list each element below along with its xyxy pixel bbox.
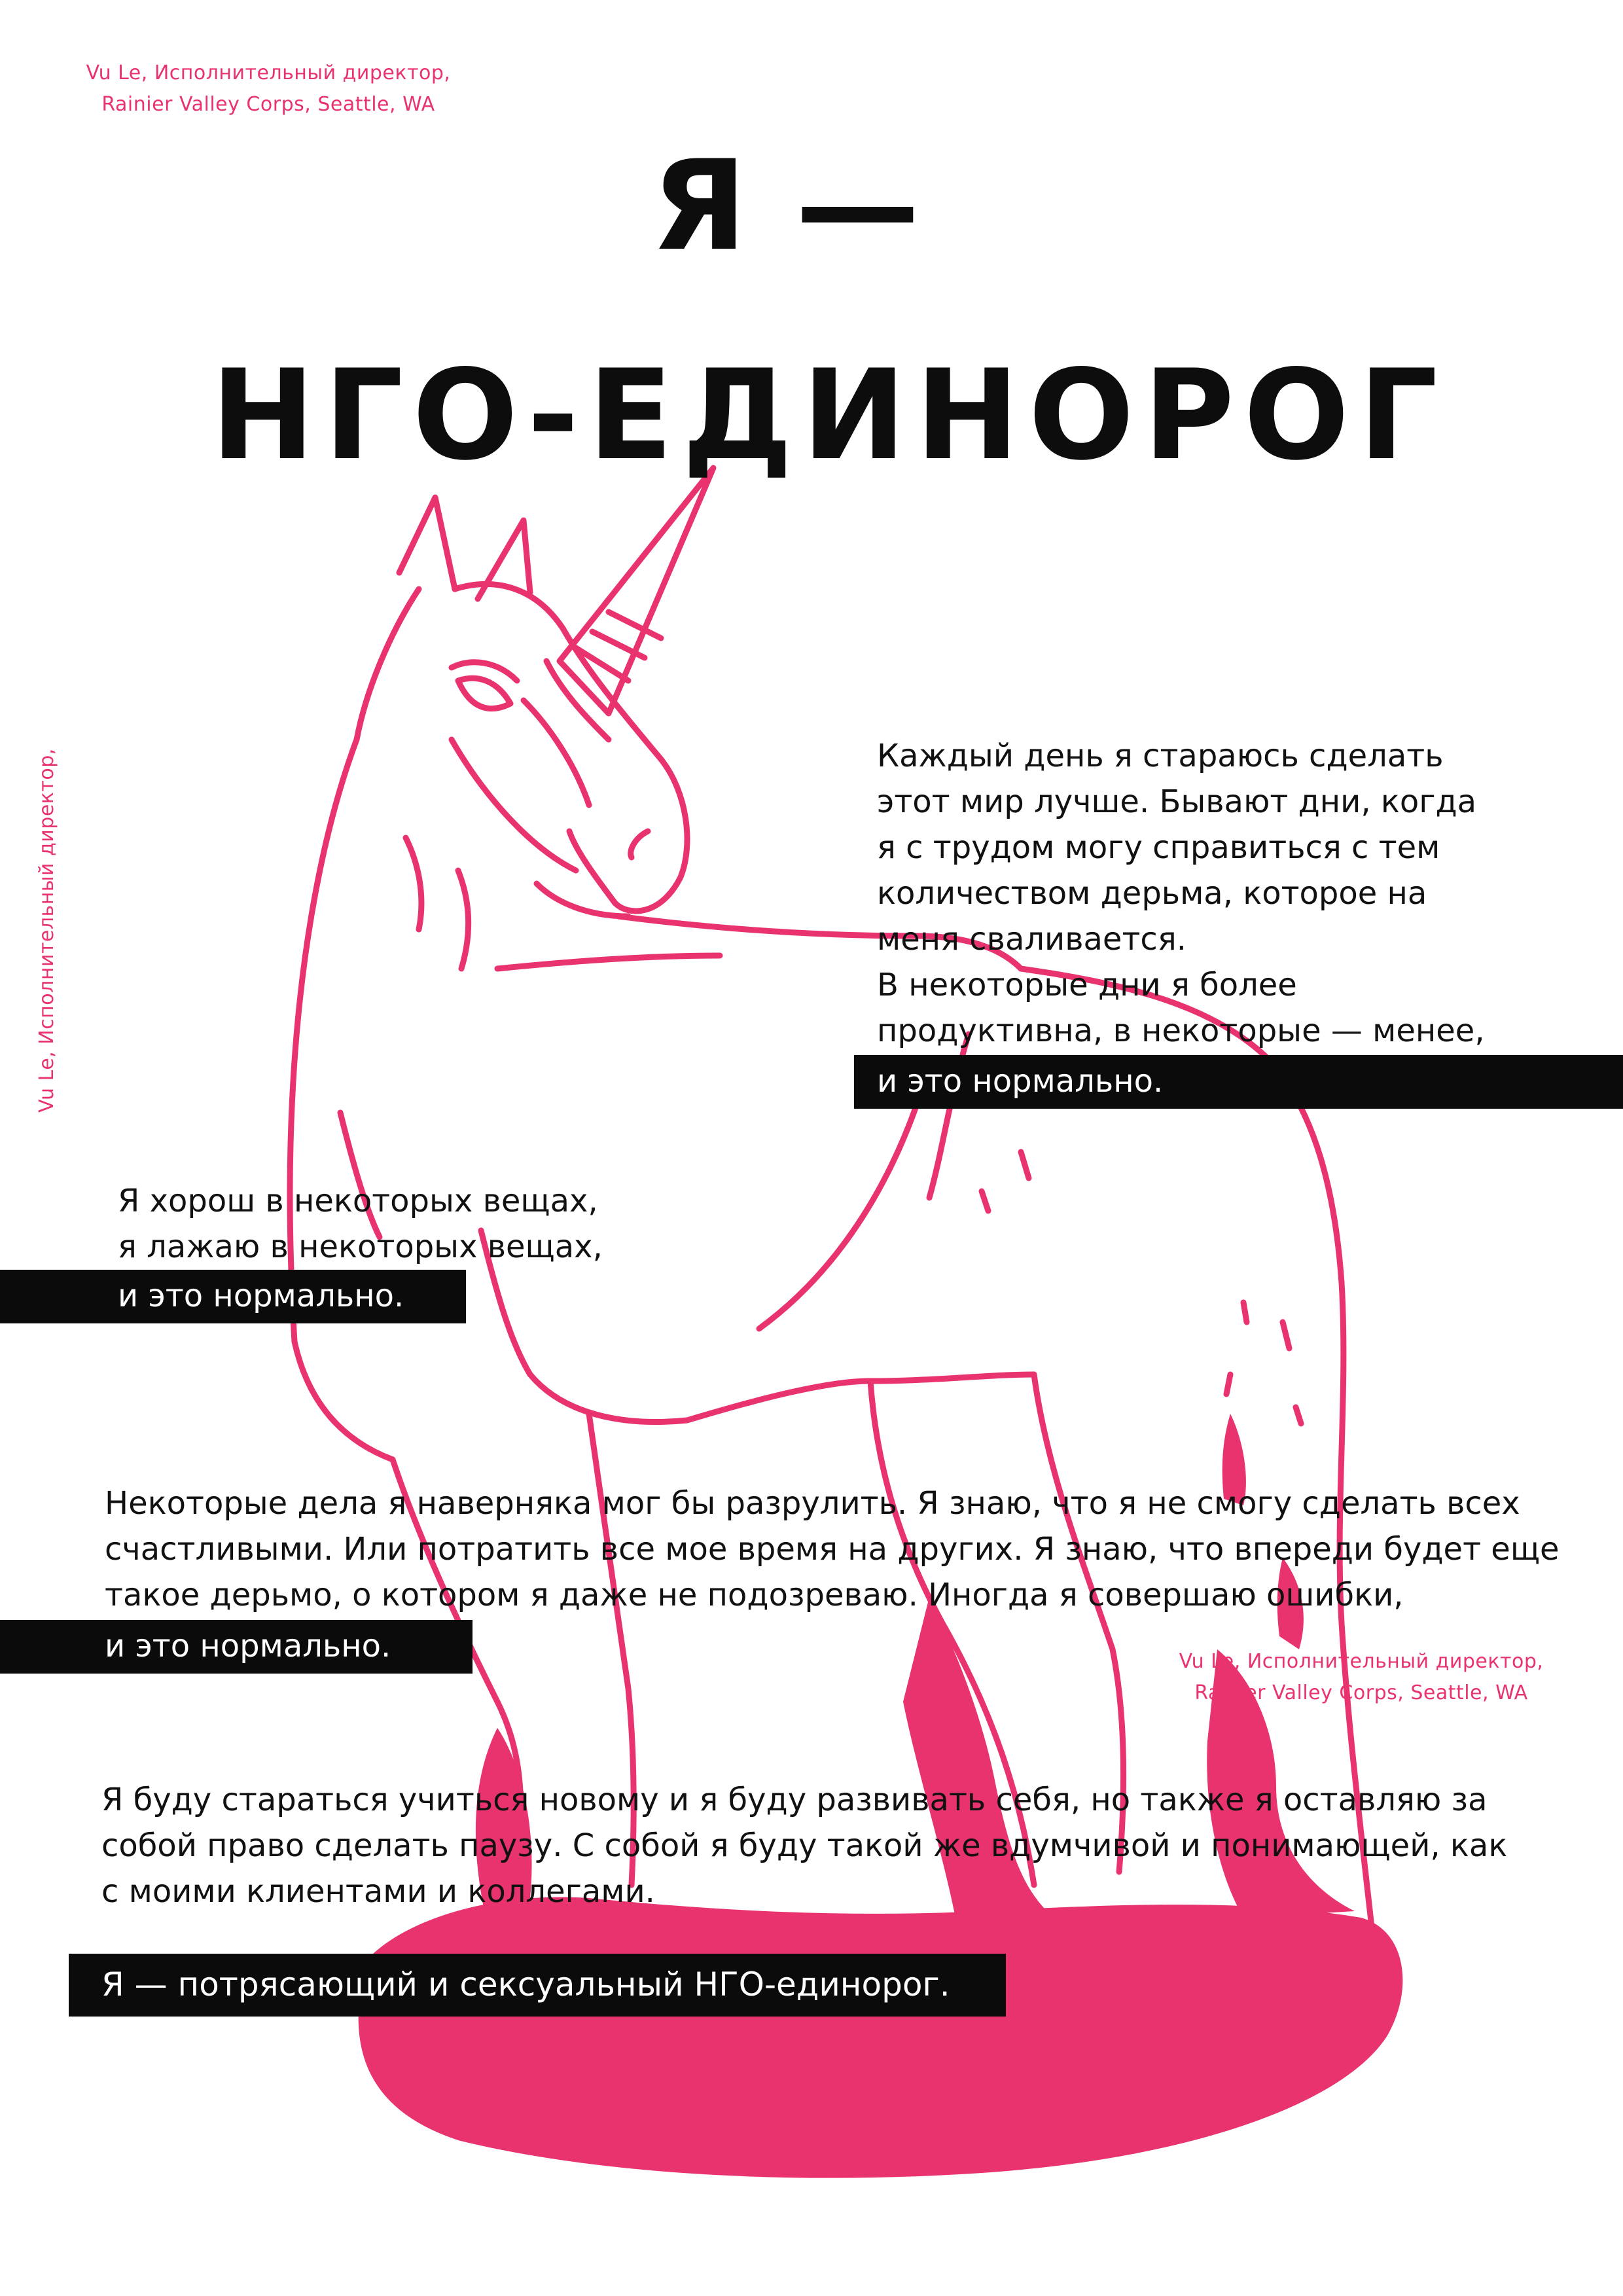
paragraph-1-line: меня сваливается. [877,921,1186,958]
credit-top [85,58,452,120]
unicorn-ear-left [399,497,455,589]
paragraph-1-line: Каждый день я стараюсь сделать [877,738,1444,774]
paragraph-3-line: счастливыми. Или потратить все мое время на других. Я знаю, что впереди будет еще [105,1531,1560,1568]
unicorn-base-pool [359,1897,1403,2178]
paragraph-1-line: я с трудом могу справиться с тем [877,829,1440,866]
highlight-text-1: и это нормально. [877,1063,1164,1100]
paragraph-3 [105,1480,1560,1618]
paragraph-2-line: я лажаю в некоторых вещах, [118,1229,603,1265]
title-line-1: Я — [651,134,923,278]
credit-bottom-line-1: Vu Le, Исполнительный директор, [1179,1650,1544,1673]
highlight-text-2: и это нормально. [118,1278,404,1314]
credit-vertical: Vu Le, Исполнительный директор, [35,748,58,1113]
paragraph-1-line: этот мир лучше. Бывают дни, когда [877,783,1477,820]
unicorn-belly [687,1374,1034,1420]
credit-top-line-2: Rainier Valley Corps, Seattle, WA [101,93,435,116]
highlight-text-4: Я — потрясающий и сексуальный НГО-единорог. [101,1965,950,2003]
paragraph-3-line: такое дерьмо, о котором я даже не подозреваю. Иногда я совершаю ошибки, [105,1577,1404,1613]
paragraph-4 [101,1777,1507,1914]
title-line-2: НГО-ЕДИНОРОГ [211,343,1447,488]
paragraph-2 [118,1178,603,1270]
paragraph-3-line: Некоторые дела я наверняка мог бы разрулить. Я знаю, что я не смогу сделать всех [105,1485,1520,1522]
paragraph-4-line: собой право сделать паузу. С собой я буду такой же вдумчивой и понимающей, как [101,1827,1508,1864]
credit-bottom [1165,1646,1558,1709]
unicorn-head [357,584,687,911]
paragraph-1-line: В некоторые дни я более [877,967,1297,1003]
paragraph-4-line: Я буду стараться учиться новому и я буду развивать себя, но также я оставляю за [101,1782,1488,1818]
highlight-text-3: и это нормально. [105,1628,391,1664]
credit-bottom-line-2: Rainier Valley Corps, Seattle, WA [1194,1681,1528,1704]
unicorn-horn [560,468,713,713]
paragraph-1 [877,733,1485,1054]
paragraph-2-line: Я хорош в некоторых вещах, [118,1183,598,1219]
paragraph-1-line: продуктивна, в некоторые — менее, [877,1013,1485,1049]
credit-top-line-1: Vu Le, Исполнительный директор, [86,62,451,84]
paragraph-1-line: количеством дерьма, которое на [877,875,1427,912]
paragraph-4-line: с моими клиентами и коллегами. [101,1873,655,1910]
